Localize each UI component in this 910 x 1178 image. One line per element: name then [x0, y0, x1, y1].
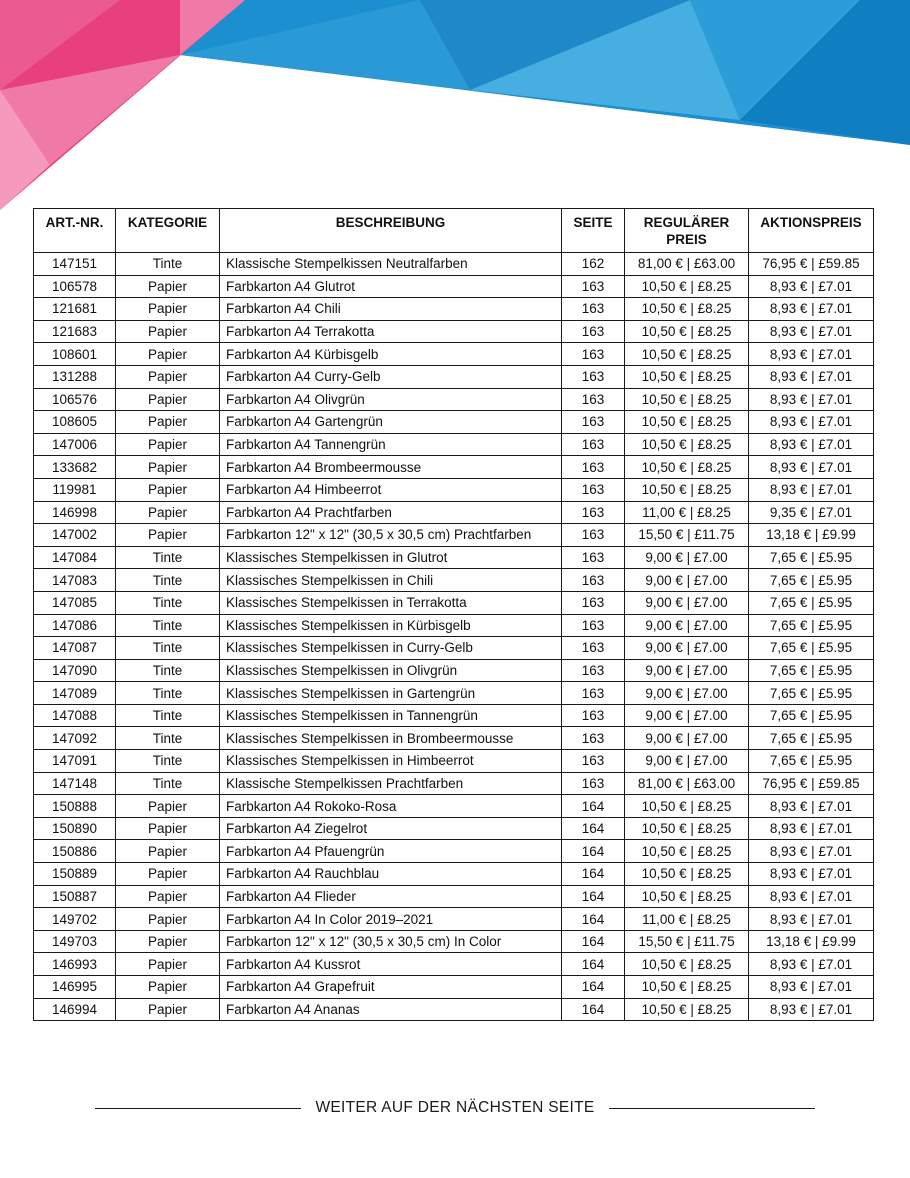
cell-regulaerer-preis: 10,50 € | £8.25	[625, 343, 749, 366]
cell-beschreibung: Klassische Stempelkissen Neutralfarben	[220, 253, 562, 276]
cell-beschreibung: Klassisches Stempelkissen in Olivgrün	[220, 659, 562, 682]
cell-beschreibung: Farbkarton A4 Flieder	[220, 885, 562, 908]
cell-kategorie: Papier	[116, 501, 220, 524]
cell-kategorie: Papier	[116, 817, 220, 840]
cell-beschreibung: Klassisches Stempelkissen in Terrakotta	[220, 591, 562, 614]
cell-beschreibung: Farbkarton A4 Tannengrün	[220, 433, 562, 456]
cell-seite: 163	[562, 456, 625, 479]
cell-beschreibung: Farbkarton A4 Gartengrün	[220, 411, 562, 434]
cell-kategorie: Tinte	[116, 569, 220, 592]
cell-kategorie: Papier	[116, 298, 220, 321]
table-row	[34, 750, 874, 773]
cell-regulaerer-preis: 9,00 € | £7.00	[625, 637, 749, 660]
cell-aktionspreis: 8,93 € | £7.01	[749, 411, 874, 434]
cell-regulaerer-preis: 9,00 € | £7.00	[625, 659, 749, 682]
cell-beschreibung: Klassisches Stempelkissen in Curry-Gelb	[220, 637, 562, 660]
table-row	[34, 320, 874, 343]
cell-seite: 164	[562, 885, 625, 908]
cell-art-nr: 146993	[34, 953, 116, 976]
cell-aktionspreis: 7,65 € | £5.95	[749, 727, 874, 750]
cell-regulaerer-preis: 9,00 € | £7.00	[625, 546, 749, 569]
cell-regulaerer-preis: 10,50 € | £8.25	[625, 298, 749, 321]
cell-kategorie: Tinte	[116, 704, 220, 727]
cell-beschreibung: Farbkarton A4 Kürbisgelb	[220, 343, 562, 366]
table-row	[34, 411, 874, 434]
cell-seite: 163	[562, 343, 625, 366]
table-row	[34, 637, 874, 660]
cell-kategorie: Tinte	[116, 772, 220, 795]
table-row	[34, 569, 874, 592]
cell-art-nr: 147148	[34, 772, 116, 795]
cell-kategorie: Tinte	[116, 637, 220, 660]
table-row	[34, 795, 874, 818]
cell-aktionspreis: 7,65 € | £5.95	[749, 750, 874, 773]
table-row	[34, 591, 874, 614]
cell-beschreibung: Farbkarton A4 Rauchblau	[220, 863, 562, 886]
cell-kategorie: Tinte	[116, 614, 220, 637]
cell-beschreibung: Klassisches Stempelkissen in Gartengrün	[220, 682, 562, 705]
cell-art-nr: 150887	[34, 885, 116, 908]
cell-beschreibung: Farbkarton A4 Curry-Gelb	[220, 365, 562, 388]
cell-seite: 163	[562, 275, 625, 298]
cell-art-nr: 147086	[34, 614, 116, 637]
cell-beschreibung: Klassisches Stempelkissen in Kürbisgelb	[220, 614, 562, 637]
header-aktionspreis: AKTIONSPREIS	[749, 209, 874, 253]
table-row	[34, 388, 874, 411]
cell-kategorie: Papier	[116, 524, 220, 547]
cell-aktionspreis: 8,93 € | £7.01	[749, 885, 874, 908]
cell-aktionspreis: 8,93 € | £7.01	[749, 863, 874, 886]
cell-art-nr: 119981	[34, 478, 116, 501]
cell-kategorie: Papier	[116, 795, 220, 818]
cell-beschreibung: Farbkarton A4 Brombeermousse	[220, 456, 562, 479]
cell-beschreibung: Farbkarton A4 Pfauengrün	[220, 840, 562, 863]
cell-aktionspreis: 7,65 € | £5.95	[749, 569, 874, 592]
cell-seite: 163	[562, 478, 625, 501]
cell-regulaerer-preis: 11,00 € | £8.25	[625, 908, 749, 931]
cell-seite: 163	[562, 772, 625, 795]
cell-art-nr: 147088	[34, 704, 116, 727]
cell-regulaerer-preis: 11,00 € | £8.25	[625, 501, 749, 524]
cell-kategorie: Papier	[116, 953, 220, 976]
cell-seite: 163	[562, 704, 625, 727]
cell-seite: 163	[562, 546, 625, 569]
table-row	[34, 524, 874, 547]
cell-kategorie: Papier	[116, 388, 220, 411]
cell-beschreibung: Farbkarton A4 Terrakotta	[220, 320, 562, 343]
table-row	[34, 727, 874, 750]
table-row	[34, 365, 874, 388]
cell-aktionspreis: 8,93 € | £7.01	[749, 456, 874, 479]
cell-beschreibung: Klassische Stempelkissen Prachtfarben	[220, 772, 562, 795]
cell-art-nr: 106578	[34, 275, 116, 298]
cell-beschreibung: Farbkarton A4 Grapefruit	[220, 976, 562, 999]
cell-regulaerer-preis: 10,50 € | £8.25	[625, 863, 749, 886]
cell-art-nr: 146994	[34, 998, 116, 1021]
cell-kategorie: Papier	[116, 840, 220, 863]
cell-regulaerer-preis: 9,00 € | £7.00	[625, 591, 749, 614]
cell-kategorie: Tinte	[116, 591, 220, 614]
cell-aktionspreis: 8,93 € | £7.01	[749, 953, 874, 976]
cell-kategorie: Papier	[116, 885, 220, 908]
cell-art-nr: 150888	[34, 795, 116, 818]
cell-beschreibung: Farbkarton A4 Himbeerrot	[220, 478, 562, 501]
cell-aktionspreis: 8,93 € | £7.01	[749, 275, 874, 298]
cell-aktionspreis: 8,93 € | £7.01	[749, 433, 874, 456]
cell-aktionspreis: 7,65 € | £5.95	[749, 637, 874, 660]
cell-regulaerer-preis: 9,00 € | £7.00	[625, 727, 749, 750]
cell-beschreibung: Farbkarton A4 Rokoko-Rosa	[220, 795, 562, 818]
cell-seite: 163	[562, 637, 625, 660]
cell-seite: 163	[562, 750, 625, 773]
price-table	[33, 208, 874, 1021]
cell-seite: 163	[562, 682, 625, 705]
cell-seite: 164	[562, 976, 625, 999]
cell-regulaerer-preis: 9,00 € | £7.00	[625, 704, 749, 727]
cell-regulaerer-preis: 10,50 € | £8.25	[625, 388, 749, 411]
cell-art-nr: 146998	[34, 501, 116, 524]
cell-regulaerer-preis: 9,00 € | £7.00	[625, 750, 749, 773]
footer-text: WEITER AUF DER NÄCHSTEN SEITE	[315, 1099, 595, 1116]
cell-aktionspreis: 8,93 € | £7.01	[749, 840, 874, 863]
table-row	[34, 343, 874, 366]
cell-regulaerer-preis: 10,50 € | £8.25	[625, 885, 749, 908]
cell-regulaerer-preis: 10,50 € | £8.25	[625, 365, 749, 388]
cell-beschreibung: Farbkarton A4 In Color 2019–2021	[220, 908, 562, 931]
cell-regulaerer-preis: 10,50 € | £8.25	[625, 795, 749, 818]
cell-aktionspreis: 7,65 € | £5.95	[749, 682, 874, 705]
footer-rule-left	[95, 1108, 301, 1109]
table-row	[34, 659, 874, 682]
cell-art-nr: 147002	[34, 524, 116, 547]
cell-art-nr: 147087	[34, 637, 116, 660]
table-row	[34, 478, 874, 501]
table-row	[34, 253, 874, 276]
header-regulaerer-preis: REGULÄRER PREIS	[625, 209, 749, 253]
table-row	[34, 772, 874, 795]
table-row	[34, 682, 874, 705]
cell-kategorie: Papier	[116, 930, 220, 953]
cell-regulaerer-preis: 15,50 € | £11.75	[625, 524, 749, 547]
cell-kategorie: Tinte	[116, 682, 220, 705]
cell-regulaerer-preis: 10,50 € | £8.25	[625, 478, 749, 501]
cell-kategorie: Papier	[116, 411, 220, 434]
cell-kategorie: Papier	[116, 320, 220, 343]
cell-seite: 163	[562, 365, 625, 388]
cell-seite: 163	[562, 298, 625, 321]
cell-kategorie: Papier	[116, 433, 220, 456]
cell-art-nr: 147151	[34, 253, 116, 276]
cell-regulaerer-preis: 10,50 € | £8.25	[625, 976, 749, 999]
cell-kategorie: Papier	[116, 365, 220, 388]
cell-art-nr: 108601	[34, 343, 116, 366]
table-row	[34, 817, 874, 840]
table-row	[34, 298, 874, 321]
cell-art-nr: 150886	[34, 840, 116, 863]
cell-regulaerer-preis: 10,50 € | £8.25	[625, 840, 749, 863]
cell-seite: 164	[562, 863, 625, 886]
cell-art-nr: 150890	[34, 817, 116, 840]
cell-regulaerer-preis: 10,50 € | £8.25	[625, 998, 749, 1021]
cell-art-nr: 121683	[34, 320, 116, 343]
cell-kategorie: Tinte	[116, 253, 220, 276]
cell-beschreibung: Farbkarton A4 Ziegelrot	[220, 817, 562, 840]
cell-aktionspreis: 9,35 € | £7.01	[749, 501, 874, 524]
cell-aktionspreis: 8,93 € | £7.01	[749, 795, 874, 818]
cell-aktionspreis: 7,65 € | £5.95	[749, 546, 874, 569]
cell-aktionspreis: 13,18 € | £9.99	[749, 930, 874, 953]
cell-seite: 163	[562, 433, 625, 456]
cell-kategorie: Papier	[116, 976, 220, 999]
table-row	[34, 863, 874, 886]
cell-regulaerer-preis: 10,50 € | £8.25	[625, 275, 749, 298]
cell-art-nr: 121681	[34, 298, 116, 321]
cell-kategorie: Tinte	[116, 659, 220, 682]
cell-seite: 163	[562, 569, 625, 592]
cell-kategorie: Papier	[116, 343, 220, 366]
cell-regulaerer-preis: 10,50 € | £8.25	[625, 456, 749, 479]
cell-aktionspreis: 76,95 € | £59.85	[749, 772, 874, 795]
cell-seite: 163	[562, 320, 625, 343]
table-row	[34, 930, 874, 953]
cell-kategorie: Papier	[116, 998, 220, 1021]
cell-beschreibung: Klassisches Stempelkissen in Himbeerrot	[220, 750, 562, 773]
table-row	[34, 704, 874, 727]
cell-aktionspreis: 8,93 € | £7.01	[749, 343, 874, 366]
cell-art-nr: 147092	[34, 727, 116, 750]
table-row	[34, 456, 874, 479]
cell-aktionspreis: 7,65 € | £5.95	[749, 614, 874, 637]
cell-art-nr: 131288	[34, 365, 116, 388]
cell-regulaerer-preis: 10,50 € | £8.25	[625, 433, 749, 456]
cell-beschreibung: Klassisches Stempelkissen in Chili	[220, 569, 562, 592]
cell-regulaerer-preis: 9,00 € | £7.00	[625, 569, 749, 592]
cell-art-nr: 150889	[34, 863, 116, 886]
cell-seite: 162	[562, 253, 625, 276]
cell-aktionspreis: 8,93 € | £7.01	[749, 998, 874, 1021]
table-body	[34, 253, 874, 1021]
cell-kategorie: Papier	[116, 275, 220, 298]
cell-seite: 163	[562, 411, 625, 434]
cell-beschreibung: Farbkarton 12" x 12" (30,5 x 30,5 cm) In Color	[220, 930, 562, 953]
cell-art-nr: 147090	[34, 659, 116, 682]
cell-beschreibung: Farbkarton A4 Ananas	[220, 998, 562, 1021]
cell-seite: 164	[562, 953, 625, 976]
cell-beschreibung: Farbkarton A4 Olivgrün	[220, 388, 562, 411]
cell-regulaerer-preis: 10,50 € | £8.25	[625, 320, 749, 343]
cell-aktionspreis: 8,93 € | £7.01	[749, 478, 874, 501]
cell-beschreibung: Farbkarton A4 Glutrot	[220, 275, 562, 298]
cell-regulaerer-preis: 10,50 € | £8.25	[625, 953, 749, 976]
table-row	[34, 998, 874, 1021]
table-row	[34, 908, 874, 931]
table-row	[34, 501, 874, 524]
cell-aktionspreis: 76,95 € | £59.85	[749, 253, 874, 276]
cell-seite: 164	[562, 840, 625, 863]
footer-rule-right	[609, 1108, 815, 1109]
cell-aktionspreis: 8,93 € | £7.01	[749, 388, 874, 411]
cell-art-nr: 147089	[34, 682, 116, 705]
cell-aktionspreis: 13,18 € | £9.99	[749, 524, 874, 547]
cell-art-nr: 108605	[34, 411, 116, 434]
cell-beschreibung: Klassisches Stempelkissen in Glutrot	[220, 546, 562, 569]
cell-art-nr: 133682	[34, 456, 116, 479]
cell-art-nr: 147091	[34, 750, 116, 773]
cell-beschreibung: Farbkarton A4 Prachtfarben	[220, 501, 562, 524]
cell-beschreibung: Farbkarton 12" x 12" (30,5 x 30,5 cm) Prachtfarben	[220, 524, 562, 547]
cell-aktionspreis: 8,93 € | £7.01	[749, 365, 874, 388]
cell-art-nr: 149703	[34, 930, 116, 953]
cell-aktionspreis: 8,93 € | £7.01	[749, 320, 874, 343]
cell-art-nr: 146995	[34, 976, 116, 999]
cell-kategorie: Papier	[116, 478, 220, 501]
cell-regulaerer-preis: 9,00 € | £7.00	[625, 682, 749, 705]
table-header-row	[34, 209, 874, 253]
cell-art-nr: 147006	[34, 433, 116, 456]
cell-beschreibung: Klassisches Stempelkissen in Brombeermousse	[220, 727, 562, 750]
table-row	[34, 614, 874, 637]
cell-kategorie: Papier	[116, 456, 220, 479]
cell-aktionspreis: 8,93 € | £7.01	[749, 817, 874, 840]
cell-kategorie: Tinte	[116, 546, 220, 569]
cell-regulaerer-preis: 10,50 € | £8.25	[625, 411, 749, 434]
cell-aktionspreis: 8,93 € | £7.01	[749, 908, 874, 931]
cell-aktionspreis: 7,65 € | £5.95	[749, 659, 874, 682]
table-row	[34, 953, 874, 976]
table-row	[34, 546, 874, 569]
header-beschreibung: BESCHREIBUNG	[220, 209, 562, 253]
cell-regulaerer-preis: 81,00 € | £63.00	[625, 253, 749, 276]
header-art-nr: ART.-NR.	[34, 209, 116, 253]
cell-kategorie: Tinte	[116, 727, 220, 750]
header-kategorie: KATEGORIE	[116, 209, 220, 253]
cell-regulaerer-preis: 15,50 € | £11.75	[625, 930, 749, 953]
cell-regulaerer-preis: 81,00 € | £63.00	[625, 772, 749, 795]
table-row	[34, 976, 874, 999]
cell-regulaerer-preis: 9,00 € | £7.00	[625, 614, 749, 637]
cell-seite: 163	[562, 524, 625, 547]
table-row	[34, 433, 874, 456]
cell-seite: 164	[562, 908, 625, 931]
cell-seite: 163	[562, 388, 625, 411]
cell-kategorie: Papier	[116, 863, 220, 886]
decorative-banner	[0, 0, 910, 215]
cell-beschreibung: Farbkarton A4 Chili	[220, 298, 562, 321]
cell-art-nr: 147083	[34, 569, 116, 592]
cell-seite: 164	[562, 817, 625, 840]
cell-art-nr: 106576	[34, 388, 116, 411]
cell-aktionspreis: 7,65 € | £5.95	[749, 591, 874, 614]
table-row	[34, 275, 874, 298]
cell-seite: 164	[562, 795, 625, 818]
cell-aktionspreis: 7,65 € | £5.95	[749, 704, 874, 727]
cell-art-nr: 149702	[34, 908, 116, 931]
cell-regulaerer-preis: 10,50 € | £8.25	[625, 817, 749, 840]
table-row	[34, 840, 874, 863]
cell-seite: 163	[562, 501, 625, 524]
cell-aktionspreis: 8,93 € | £7.01	[749, 298, 874, 321]
cell-seite: 163	[562, 591, 625, 614]
cell-seite: 163	[562, 727, 625, 750]
header-seite: SEITE	[562, 209, 625, 253]
cell-aktionspreis: 8,93 € | £7.01	[749, 976, 874, 999]
table-row	[34, 885, 874, 908]
cell-art-nr: 147085	[34, 591, 116, 614]
cell-seite: 164	[562, 998, 625, 1021]
cell-beschreibung: Klassisches Stempelkissen in Tannengrün	[220, 704, 562, 727]
cell-kategorie: Papier	[116, 908, 220, 931]
cell-seite: 164	[562, 930, 625, 953]
cell-art-nr: 147084	[34, 546, 116, 569]
cell-kategorie: Tinte	[116, 750, 220, 773]
cell-beschreibung: Farbkarton A4 Kussrot	[220, 953, 562, 976]
continue-footer	[95, 1096, 815, 1120]
cell-seite: 163	[562, 614, 625, 637]
cell-seite: 163	[562, 659, 625, 682]
